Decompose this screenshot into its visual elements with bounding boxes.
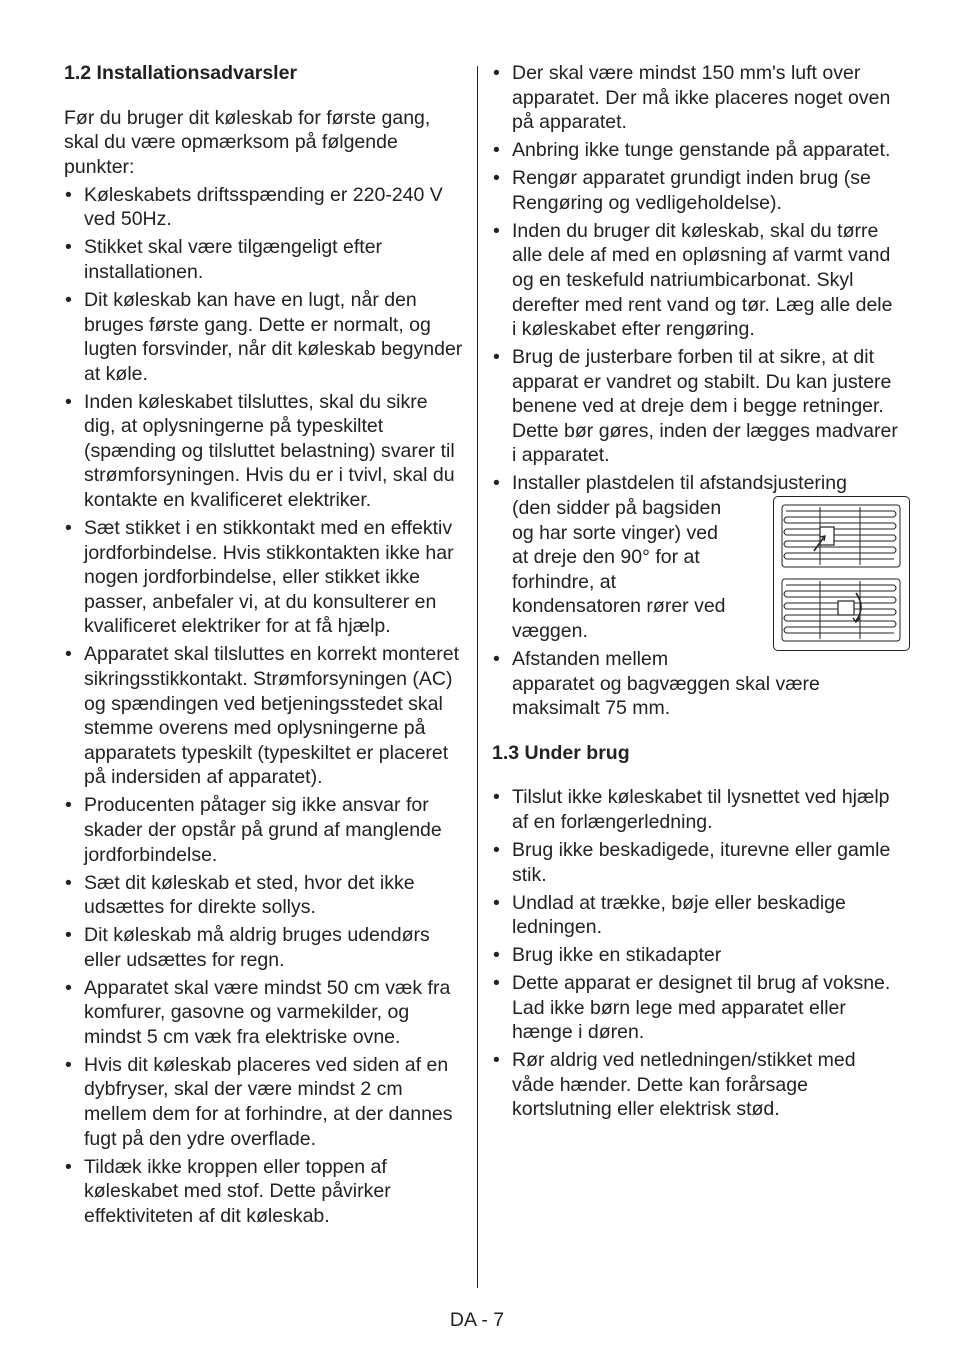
list-item: • Køleskabets driftsspænding er 220-240 V ved 50Hz.: [64, 183, 464, 232]
intro-paragraph: Før du bruger dit køleskab for første gang, skal du være opmærksom på følgende punkter:: [64, 106, 431, 178]
spacer-instruction-item: [492, 471, 902, 643]
spacer-instruction-line: (den sidder på bagsiden: [512, 497, 722, 520]
spacer-instruction-line: • Installer plastdelen til afstandsjustering: [512, 472, 847, 495]
wall-distance-text: apparatet og bagvæggen skal være maksimalt 75 mm.: [512, 672, 820, 720]
wall-distance-item: [492, 647, 902, 721]
list-item: • Hvis dit køleskab placeres ved siden af en dybfryser, skal der være mindst 2 cm mellem dem for at forhindre, at der dannes fugt på den ydre overflade.: [64, 1053, 464, 1151]
list-item: • Sæt dit køleskab et sted, hvor det ikke udsættes for direkte sollys.: [64, 871, 464, 920]
list-item: • Inden du bruger dit køleskab, skal du tørre alle dele af med en opløsning af varmt vand og en teskefuld natriumbicarbonat. Skyl derefter med rent vand og tør. Læg alle dele i køleskabet efter rengøring.: [492, 219, 902, 342]
section-heading-under-use: 1.3 Under brug: [492, 741, 630, 764]
spacer-instruction-line: væggen.: [512, 620, 588, 643]
list-item: • Producenten påtager sig ikke ansvar for skader der opstår på grund af manglende jordforbindelse.: [64, 793, 464, 867]
list-item: • Dette apparat er designet til brug af voksne. Lad ikke børn lege med apparatet eller hænge i døren.: [492, 971, 902, 1045]
upper-condenser-coil: [784, 511, 896, 559]
spacer-instruction-line: kondensatoren rører ved: [512, 595, 726, 618]
list-item: • Brug de justerbare forben til at sikre, at dit apparat er vandret og stabilt. Du kan justere benene ved at dreje dem i begge retninger. Dette bør gøres, inden der lægges madvarer i apparatet.: [492, 345, 902, 468]
list-item: • Dit køleskab kan have en lugt, når den bruges første gang. Dette er normalt, og lugten forsvinder, når dit køleskab begynder at køle.: [64, 288, 464, 386]
list-item: • Tildæk ikke kroppen eller toppen af køleskabet med stof. Dette påvirker effektiviteten af dit køleskab.: [64, 1155, 464, 1229]
spacer-instruction-line: og har sorte vinger) ved: [512, 521, 718, 544]
installation-warnings-list-continued: [492, 61, 902, 721]
page-number: DA - 7: [449, 1309, 505, 1331]
usage-warnings-list: [492, 785, 902, 1122]
spacer-instruction-line: forhindre, at: [512, 570, 617, 593]
left-column: [64, 61, 464, 1232]
list-item: • Inden køleskabet tilsluttes, skal du sikre dig, at oplysningerne på typeskiltet (spænding og tilsluttet belastning) svarer til strømforsyningen. Hvis du er i tvivl, skal du kontakte en kvalificeret elektriker.: [64, 390, 464, 513]
condenser-spacer-illustration: [773, 496, 910, 651]
upper-condenser-coil-frame: [782, 505, 900, 567]
list-item: • Anbring ikke tunge genstande på apparatet.: [492, 138, 902, 163]
list-item: • Der skal være mindst 150 mm's luft over apparatet. Der må ikke placeres noget oven på apparatet.: [492, 61, 902, 135]
list-item: • Brug ikke beskadigede, iturevne eller gamle stik.: [492, 838, 902, 887]
column-divider: [477, 66, 478, 1288]
wall-distance-line: • Afstanden mellem: [512, 648, 669, 670]
list-item: • Stikket skal være tilgængeligt efter installationen.: [64, 235, 464, 284]
list-item: • Rør aldrig ved netledningen/stikket med våde hænder. Dette kan forårsage kortslutning eller elektrisk stød.: [492, 1048, 902, 1122]
list-item: • Apparatet skal være mindst 50 cm væk fra komfurer, gasovne og varmekilder, og mindst 5 cm væk fra elektriske ovne.: [64, 976, 464, 1050]
right-column: [492, 61, 902, 1125]
list-item: • Sæt stikket i en stikkontakt med en effektiv jordforbindelse. Hvis stikkontakten ikke har nogen jordforbindelse, eller stikket ikke passer, anbefaler vi, at du konsulterer en kvalificeret elektriker for at få hjælp.: [64, 516, 464, 639]
list-item: • Undlad at trække, bøje eller beskadige ledningen.: [492, 891, 902, 940]
condenser-illustration-svg: [774, 497, 909, 650]
list-item: • Tilslut ikke køleskabet til lysnettet ved hjælp af en forlængerledning.: [492, 785, 902, 834]
list-item: • Rengør apparatet grundigt inden brug (se Rengøring og vedligeholdelse).: [492, 166, 902, 215]
spacer-instruction-line: at dreje den 90° for at: [512, 546, 700, 569]
list-item: • Apparatet skal tilsluttes en korrekt monteret sikringsstikkontakt. Strømforsyningen (AC) og spændingen ved betjeningsstedet skal stemme overens med oplysningerne på apparatets typeskilt (typeskiltet er placeret på indersiden af apparatet).: [64, 642, 464, 790]
list-item: • Brug ikke en stikadapter: [492, 943, 902, 968]
list-item: • Dit køleskab må aldrig bruges udendørs eller udsættes for regn.: [64, 923, 464, 972]
section-heading-installation: 1.2 Installationsadvarsler: [64, 62, 298, 84]
installation-warnings-list: [64, 183, 464, 1229]
